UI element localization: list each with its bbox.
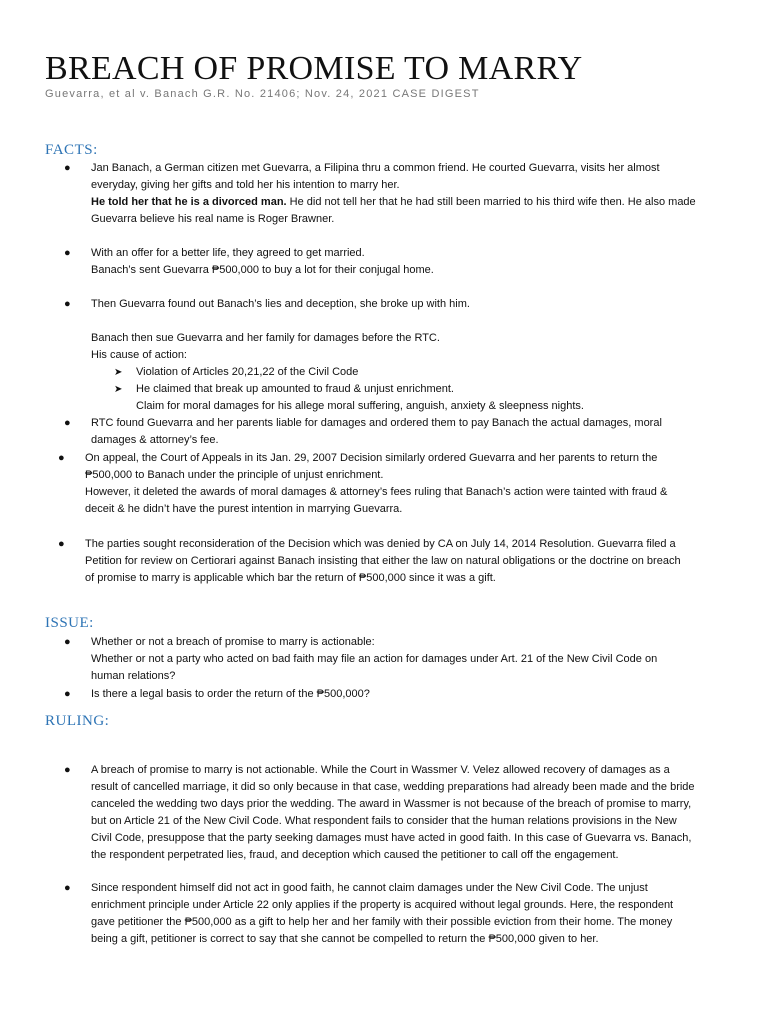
bullet-icon: ● [64,247,71,259]
facts-item-6: The parties sought reconsideration of the Decision which was denied by CA on July 14, 2014 Resolution. Guevarra filed a Petition for review on Certiorari against Banach insisting that either the law on natural obligations or the doctrine on breach of promise to marry is applicable which bar the return of ₱500,000 since it was a gift. [85,538,681,584]
bullet-icon: ● [64,298,71,310]
bullet-icon: ● [64,764,71,776]
facts-item-4: RTC found Guevarra and her parents liable for damages and ordered them to pay Banach the actual damages, moral damages & attorney’s fee. [91,417,662,446]
bullet-icon: ● [58,538,65,550]
arrow-bullet-icon: ➤ [114,384,123,395]
page-title: BREACH OF PROMISE TO MARRY [45,50,583,87]
ruling-item-1: A breach of promise to marry is not actionable. While the Court in Wassmer V. Velez allowed recovery of damages as a result of cancelled marriage, it did so only because in that case, wedding preparations had already been made and the bride canceled the wedding two days prior the wedding. The award in Wassmer is not because of the breach of promise to marry, but on Article 21 of the New Civil Code. What respondent fails to consider that the human relations provisions in the New Civil Code, presuppose that the party seeking damages must have acted in good faith. In this case of Guevarra vs. Banach, the respondent perpetrated lies, fraud, and deception which caused the petitioner to call off the engagement. [91,764,695,861]
issue-item-2: Is there a legal basis to order the return of the ₱500,000? [91,688,370,700]
facts-item-3-cont: Banach then sue Guevarra and her family for damages before the RTC. His cause of action: [91,332,440,361]
case-subtitle: Guevarra, et al v. Banach G.R. No. 21406; Nov. 24, 2021 CASE DIGEST [45,88,480,100]
cause-of-action-2: He claimed that break up amounted to fraud & unjust enrichment. [136,383,454,395]
ruling-heading: RULING: [45,713,110,729]
bullet-icon: ● [58,452,65,464]
bullet-icon: ● [64,882,71,894]
arrow-bullet-icon: ➤ [114,367,123,378]
issue-item-1: Whether or not a breach of promise to marry is actionable: Whether or not a party who acted on bad faith may file an action for damages under Art. 21 of the New Civil Code on human relations? [91,636,658,682]
issue-heading: ISSUE: [45,615,94,631]
facts-item-1: Jan Banach, a German citizen met Guevarra, a Filipina thru a common friend. He courted Guevarra, visits her almost everyday, giving her gifts and told her his intention to marry her. He told her that he is a divorced man. He did not tell her that he had still been married to his third wife then. He also made Guevarra believe his real name is Roger Brawner. [91,162,696,225]
cause-of-action-1: Violation of Articles 20,21,22 of the Civil Code [136,366,359,378]
bullet-icon: ● [64,417,71,429]
bullet-icon: ● [64,636,71,648]
facts-heading: FACTS: [45,142,98,158]
ruling-item-2: Since respondent himself did not act in good faith, he cannot claim damages under the New Civil Code. The unjust enrichment principle under Article 22 only applies if the property is acquired without legal grounds. Here, the respondent gave petitioner the ₱500,000 as a gift to help her and her family with their possible eviction from their home. The money being a gift, petitioner is correct to say that she cannot be compelled to return the ₱500,000 given to her. [91,882,674,945]
facts-item-5: On appeal, the Court of Appeals in its Jan. 29, 2007 Decision similarly ordered Guevarra and her parents to return the ₱500,000 to Banach under the principle of unjust enrichment. However, it deleted the awards of moral damages & attorney’s fees ruling that Banach’s action were tainted with fraud & deceit & he didn’t have the purest intention in marrying Guevarra. [85,452,668,515]
facts-item-2: With an offer for a better life, they agreed to get married. Banach’s sent Guevarra ₱500,000 to buy a lot for their conjugal home. [91,247,434,276]
bullet-icon: ● [64,162,71,174]
cause-of-action-3: Claim for moral damages for his allege moral suffering, anguish, anxiety & sleepness nights. [136,400,584,412]
facts-item-3: Then Guevarra found out Banach’s lies and deception, she broke up with him. [91,298,470,310]
bullet-icon: ● [64,688,71,700]
